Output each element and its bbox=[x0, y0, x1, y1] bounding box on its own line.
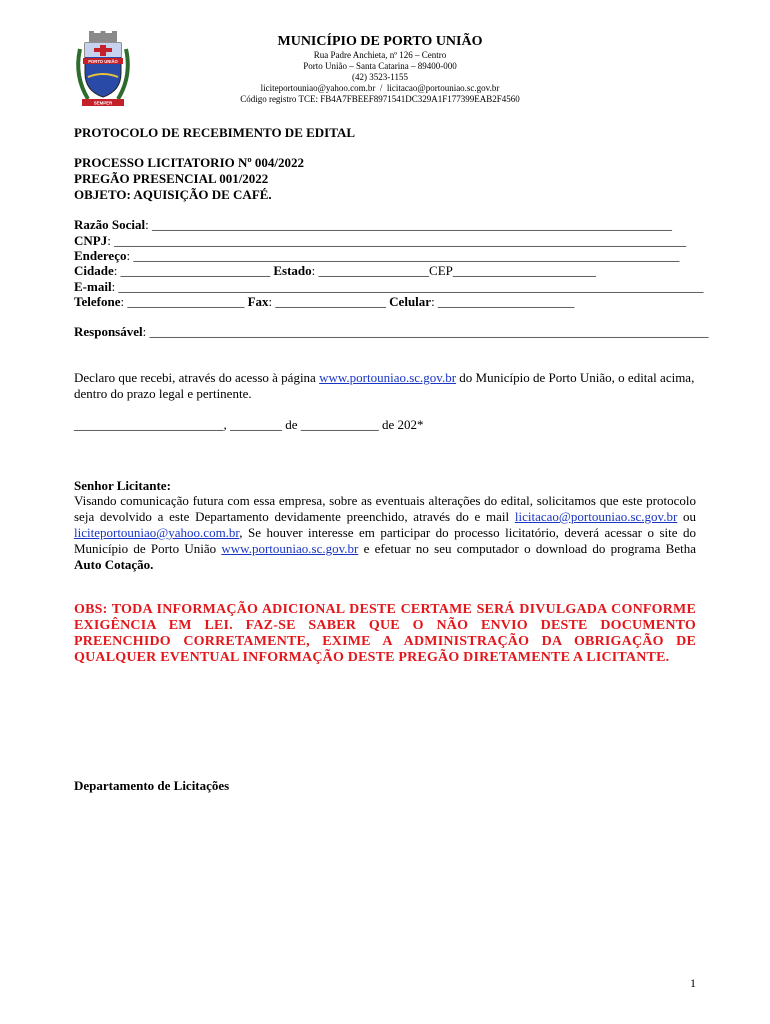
telefone-label: Telefone bbox=[74, 294, 121, 309]
email-secondary: licitacao@portouniao.sc.gov.br bbox=[386, 83, 500, 93]
pregao-number: PREGÃO PRESENCIAL 001/2022 bbox=[74, 171, 269, 186]
razao-social-field[interactable]: Razão Social: ________________________________________________________________________________ bbox=[74, 217, 673, 232]
estado-label: Estado bbox=[273, 263, 312, 278]
notice-text-1: Visando comunicação futura com essa empresa, sobre as eventuais alterações do edital, solicitamos que este protocolo seja devolvido a este Departamento devidamente preenchido, através do e mail bbox=[74, 493, 696, 524]
address-line: Rua Padre Anchieta, nº 126 – Centro bbox=[313, 50, 447, 60]
phone-line: (42) 3523-1155 bbox=[352, 72, 408, 82]
email-field[interactable]: E-mail: __________________________________________________________________________________________ bbox=[74, 279, 704, 294]
crest-banner-text: PORTO UNIÃO bbox=[88, 59, 118, 64]
telefone-fax-celular-field[interactable]: Telefone: __________________ Fax: _________________ Celular: _____________________ bbox=[74, 294, 575, 309]
notice-text-3: , Se houver interesse em participar do processo licitatório, deverá acessar o site do Município de Porto União bbox=[74, 525, 696, 556]
email-separator: / bbox=[379, 83, 383, 93]
notice-heading: Senhor Licitante: bbox=[74, 478, 171, 493]
municipality-title: MUNICÍPIO DE PORTO UNIÃO bbox=[277, 34, 483, 49]
letterhead bbox=[200, 34, 560, 105]
process-number: PROCESSO LICITATORIO Nº 004/2022 bbox=[74, 155, 305, 170]
portal-link[interactable]: www.portouniao.sc.gov.br bbox=[319, 370, 457, 385]
auto-cotacao-text: Auto Cotação. bbox=[74, 557, 154, 572]
notice-text-2: ou bbox=[677, 509, 697, 524]
responsavel-label: Responsável bbox=[74, 324, 143, 339]
crest-motto-text: SEMPER bbox=[93, 100, 113, 106]
city-line: Porto União – Santa Catarina – 89400-000 bbox=[303, 61, 457, 71]
date-place-blank: _______________________ bbox=[74, 417, 224, 432]
municipal-site-link[interactable]: www.portouniao.sc.gov.br bbox=[221, 541, 359, 556]
cnpj-label: CNPJ bbox=[74, 233, 108, 248]
email-line bbox=[200, 83, 560, 94]
declaration-paragraph bbox=[74, 370, 696, 402]
notice-paragraph bbox=[74, 493, 696, 573]
date-month-blank: ____________ bbox=[300, 417, 379, 432]
notice-text-4: e efetuar no seu computador o download do programa Betha bbox=[358, 541, 696, 556]
fax-label: Fax bbox=[247, 294, 269, 309]
licitacao-email-link[interactable]: licitacao@portouniao.sc.gov.br bbox=[514, 509, 678, 524]
page-number: 1 bbox=[690, 976, 696, 990]
celular-label: Celular bbox=[389, 294, 432, 309]
endereco-field[interactable]: Endereço: ____________________________________________________________________________________ bbox=[74, 248, 680, 263]
cidade-label: Cidade bbox=[74, 263, 114, 278]
obs-warning: OBS: TODA INFORMAÇÃO ADICIONAL DESTE CERTAME SERÁ DIVULGADA CONFORME EXIGÊNCIA EM LEI. FAZ-SE SABER QUE O NÃO ENVIO DESTE DOCUMENTO PREENCHIDO CORRETAMENTE, EXIME A ADMINISTRAÇÃO DA OBRIGAÇÃO DE QUALQUER EVENTUAL INFORMAÇÃO DESTE PREGÃO DIRETAMENTE A LICITANTE. bbox=[74, 602, 696, 665]
date-day-blank: ________ bbox=[230, 417, 282, 432]
cep-label: CEP bbox=[429, 263, 453, 278]
yahoo-email-link[interactable]: liciteportouniao@yahoo.com.br bbox=[74, 525, 240, 540]
objeto-line: OBJETO: AQUISIÇÃO DE CAFÉ. bbox=[74, 187, 272, 202]
date-line[interactable] bbox=[74, 417, 424, 433]
date-de-1: de bbox=[282, 417, 301, 432]
tce-code-line: Código registro TCE: FB4A7FBEEF8971541DC329A1F177399EAB2F4560 bbox=[240, 94, 520, 104]
department-signature: Departamento de Licitações bbox=[74, 778, 230, 793]
protocol-title: PROTOCOLO DE RECEBIMENTO DE EDITAL bbox=[74, 125, 355, 140]
email-primary: liciteportouniao@yahoo.com.br bbox=[260, 83, 376, 93]
email-label: E-mail bbox=[74, 279, 112, 294]
municipal-crest-logo bbox=[74, 31, 132, 109]
razao-social-label: Razão Social bbox=[74, 217, 146, 232]
endereco-label: Endereço bbox=[74, 248, 127, 263]
declaration-text-1: Declaro que recebi, através do acesso à página bbox=[74, 370, 320, 385]
declaration-text-2: do Município de Porto União, o edital acima, dentro do prazo legal e pertinente. bbox=[74, 370, 695, 401]
responsavel-field[interactable]: Responsável: ______________________________________________________________________________________ bbox=[74, 324, 709, 339]
date-year: de 202* bbox=[378, 417, 424, 432]
cidade-estado-cep-field[interactable]: Cidade: _______________________ Estado: _________________CEP______________________ bbox=[74, 263, 596, 278]
date-sep: , bbox=[223, 417, 230, 432]
cnpj-field[interactable]: CNPJ: ________________________________________________________________________________________ bbox=[74, 233, 687, 248]
